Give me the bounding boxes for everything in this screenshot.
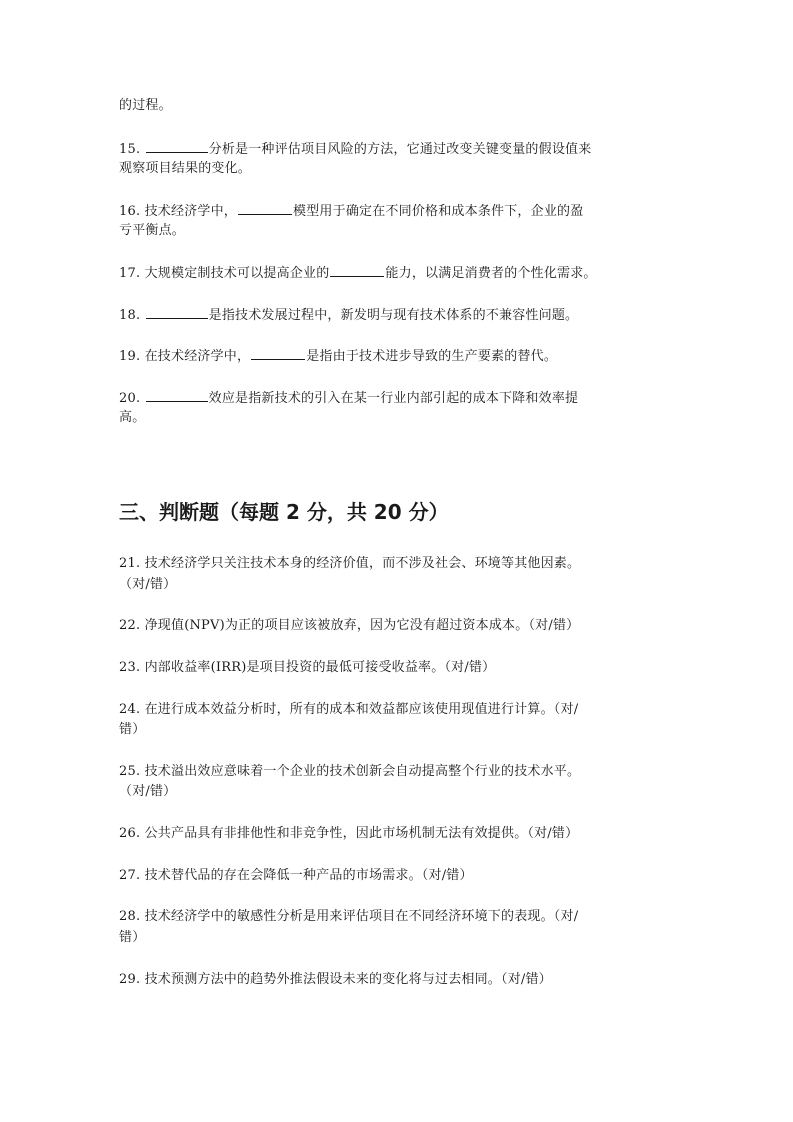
q23-text-line1: 23. 内部收益率(IRR)是项目投资的最低可接受收益率。（对/错） [119, 660, 496, 675]
q14-tail-text: 的过程。 [119, 98, 172, 113]
q20-blank[interactable] [146, 387, 208, 402]
q15-number: 15. [119, 142, 141, 157]
q29-text-line1: 29. 技术预测方法中的趋势外推法假设未来的变化将与过去相同。（对/错） [119, 972, 552, 987]
question-15 [119, 138, 591, 160]
question-21-cont [119, 575, 176, 595]
q16-number: 16. 技术经济学中， [119, 204, 238, 219]
q17-blank[interactable] [330, 262, 384, 277]
question-15-cont [119, 159, 251, 179]
question-24 [119, 700, 578, 720]
q15-text-line1: 分析是一种评估项目风险的方法，它通过改变关键变量的假设值来 [208, 142, 592, 157]
q16-text-line2: 亏平衡点。 [119, 223, 186, 238]
q16-blank[interactable] [238, 200, 292, 215]
question-25-cont [119, 782, 176, 802]
question-25 [119, 762, 580, 782]
question-22 [119, 616, 579, 636]
q27-text-line1: 27. 技术替代品的存在会降低一种产品的市场需求。（对/错） [119, 868, 473, 883]
question-27 [119, 866, 473, 886]
question-17 [119, 262, 597, 284]
question-23 [119, 658, 495, 678]
question-21 [119, 554, 580, 574]
q18-number: 18. [119, 308, 141, 323]
q24-text-line2: 错） [119, 722, 146, 737]
question-26 [119, 824, 578, 844]
q19-blank[interactable] [251, 345, 305, 360]
section-3-title: 三、判断题（每题 2 分，共 20 分） [119, 500, 449, 524]
q14-tail [119, 96, 172, 116]
q20-text-line2: 高。 [119, 410, 146, 425]
question-18 [119, 304, 578, 326]
q18-blank[interactable] [146, 304, 208, 319]
question-16 [119, 200, 583, 222]
q20-number: 20. [119, 391, 141, 406]
q28-text-line1: 28. 技术经济学中的敏感性分析是用来评估项目在不同经济环境下的表现。（对/ [119, 909, 579, 924]
q25-text-line2: （对/错） [119, 784, 177, 799]
q15-blank[interactable] [146, 138, 208, 153]
q18-text-line1: 是指技术发展过程中，新发明与现有技术体系的不兼容性问题。 [208, 308, 579, 323]
q22-text-line1: 22. 净现值(NPV)为正的项目应该被放弃，因为它没有超过资本成本。（对/错） [119, 618, 580, 633]
q17-text-line1: 能力，以满足消费者的个性化需求。 [385, 266, 597, 281]
question-29 [119, 970, 552, 990]
q19-text-line1: 是指由于技术进步导致的生产要素的替代。 [306, 349, 558, 364]
q25-text-line1: 25. 技术溢出效应意味着一个企业的技术创新会自动提高整个行业的技术水平。 [119, 764, 581, 779]
question-24-cont [119, 720, 145, 740]
q28-text-line2: 错） [119, 930, 146, 945]
q19-number: 19. 在技术经济学中， [119, 349, 251, 364]
q20-text-line1: 效应是指新技术的引入在某一行业内部引起的成本下降和效率提 [208, 391, 579, 406]
q16-text-line1: 模型用于确定在不同价格和成本条件下，企业的盈 [293, 204, 584, 219]
question-20-cont [119, 408, 145, 428]
q21-text-line1: 21. 技术经济学只关注技术本身的经济价值，而不涉及社会、环境等其他因素。 [119, 556, 581, 571]
question-28 [119, 907, 578, 927]
q21-text-line2: （对/错） [119, 577, 177, 592]
q24-text-line1: 24. 在进行成本效益分析时，所有的成本和效益都应该使用现值进行计算。（对/ [119, 702, 579, 717]
q17-number: 17. 大规模定制技术可以提高企业的 [119, 266, 330, 281]
question-19 [119, 345, 557, 367]
q26-text-line1: 26. 公共产品具有非排他性和非竞争性，因此市场机制无法有效提供。（对/错） [119, 826, 579, 841]
question-20 [119, 387, 578, 409]
q15-text-line2: 观察项目结果的变化。 [119, 161, 252, 176]
question-16-cont [119, 221, 185, 241]
question-28-cont [119, 928, 145, 948]
